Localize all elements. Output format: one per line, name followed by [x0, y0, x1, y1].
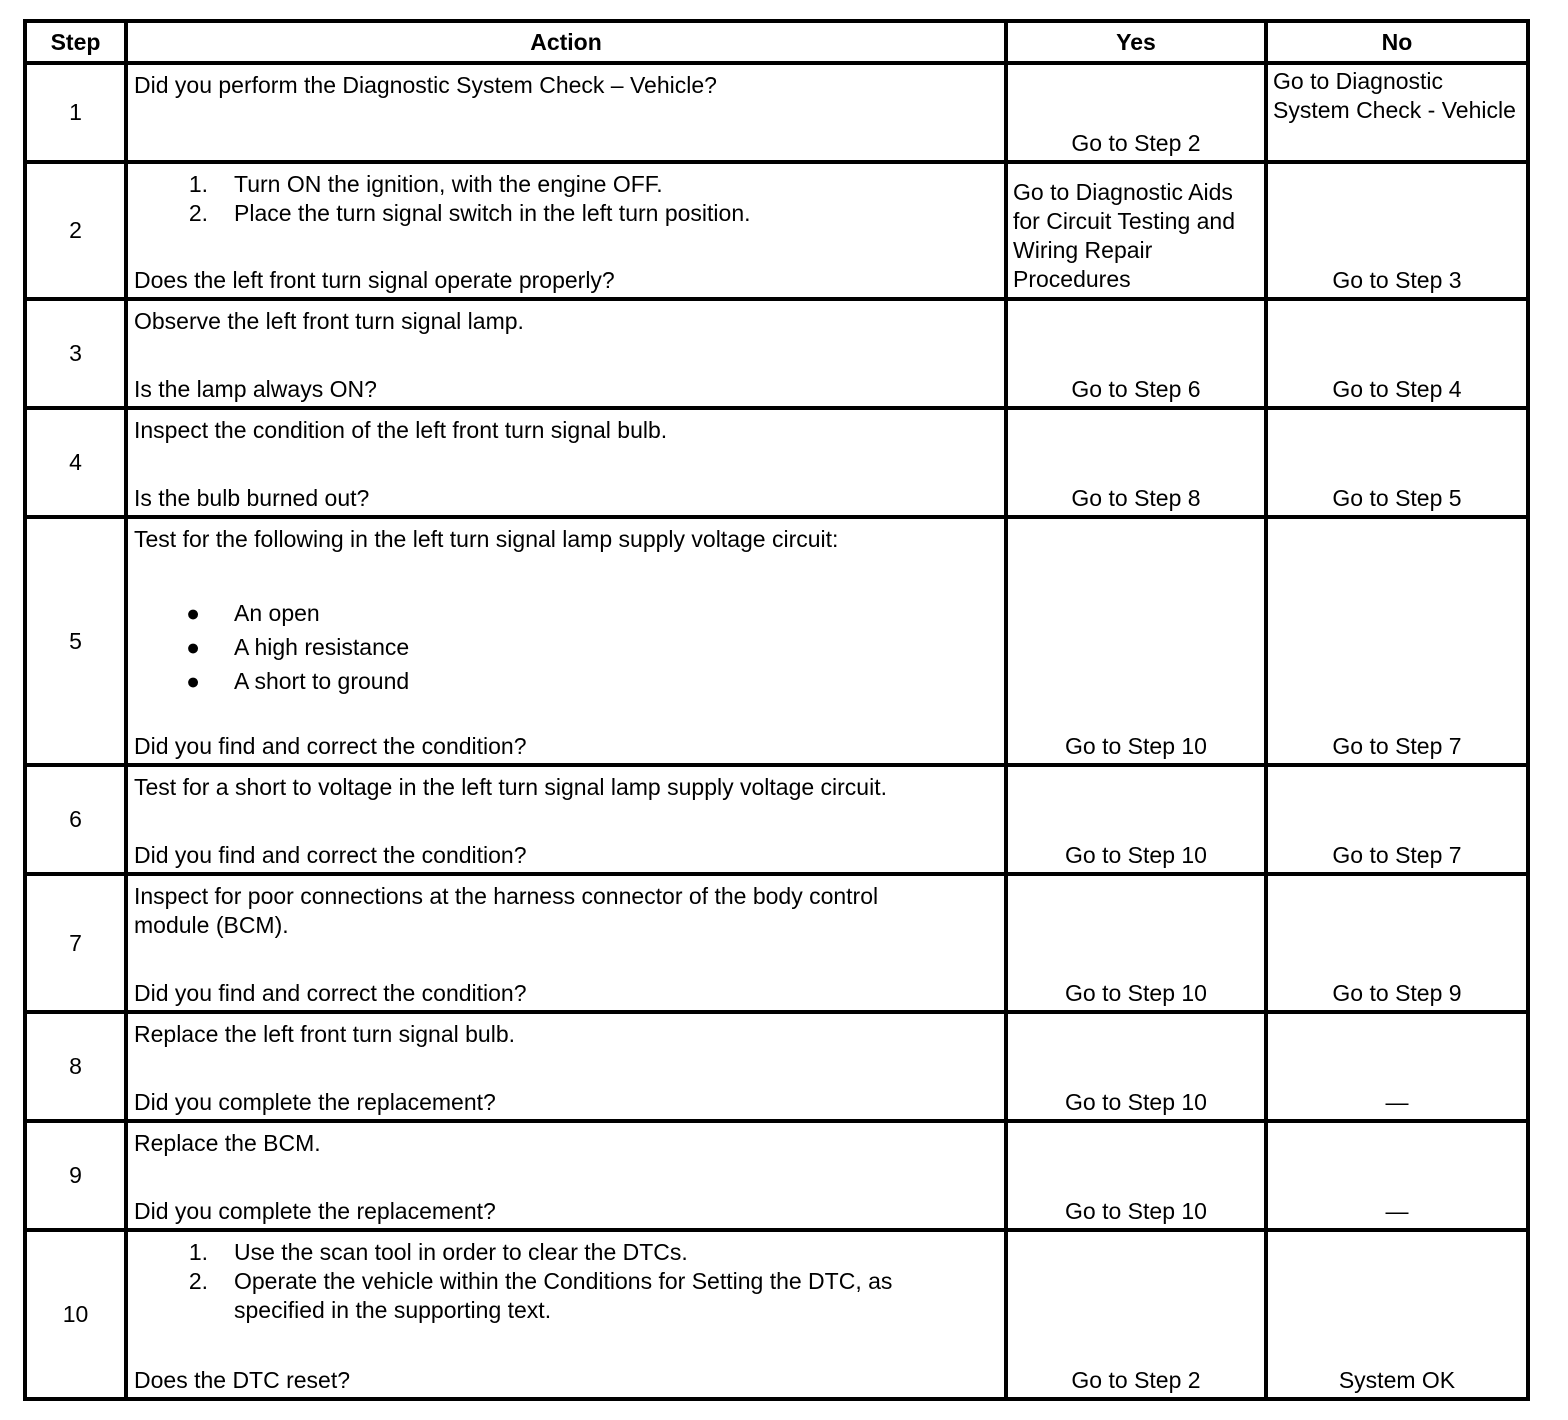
- yes-result: Go to Step 6: [1071, 376, 1201, 402]
- no-cell: [1266, 765, 1528, 874]
- no-cell: [1266, 1230, 1528, 1399]
- list-item: 2. Operate the vehicle within the Conditions for Setting the DTC, as specified in the supporting text.: [188, 1268, 893, 1323]
- yes-cell: [1006, 299, 1266, 408]
- action-text: Replace the left front turn signal bulb.: [134, 1021, 516, 1047]
- action-text: Inspect for poor connections at the harness connector of the body control module (BCM).: [134, 883, 879, 938]
- no-result: —: [1385, 1198, 1409, 1224]
- diagnostic-table: [23, 19, 1530, 1401]
- no-result: Go to Diagnostic System Check - Vehicle: [1273, 68, 1516, 123]
- yes-cell: [1006, 874, 1266, 1012]
- list-item: 1. Turn ON the ignition, with the engine OFF.: [188, 171, 663, 197]
- action-cell: [126, 408, 1006, 517]
- step-number: 6: [25, 765, 126, 874]
- action-cell: [126, 299, 1006, 408]
- table-row: [25, 517, 1528, 765]
- step-number: 10: [25, 1230, 126, 1399]
- action-text: Inspect the condition of the left front turn signal bulb.: [134, 417, 668, 443]
- header-no: No: [1266, 21, 1528, 63]
- table-row: [25, 299, 1528, 408]
- numbered-list: [134, 170, 998, 228]
- action-cell: [126, 1121, 1006, 1230]
- bullet-list: [134, 596, 998, 698]
- action-question: Did you find and correct the condition?: [134, 980, 527, 1006]
- yes-result: Go to Step 10: [1065, 980, 1207, 1006]
- action-question: Does the DTC reset?: [134, 1367, 351, 1393]
- yes-cell: [1006, 517, 1266, 765]
- yes-result: Go to Step 10: [1065, 733, 1207, 759]
- action-question: Is the lamp always ON?: [134, 376, 377, 402]
- header-action: Action: [126, 21, 1006, 63]
- yes-result: Go to Diagnostic Aids for Circuit Testing and Wiring Repair Procedures: [1013, 179, 1236, 292]
- yes-result: Go to Step 10: [1065, 1089, 1207, 1115]
- no-cell: [1266, 408, 1528, 517]
- list-item: 1. Use the scan tool in order to clear the DTCs.: [188, 1239, 688, 1265]
- table-row: [25, 765, 1528, 874]
- step-number: 3: [25, 299, 126, 408]
- no-result: Go to Step 7: [1332, 733, 1462, 759]
- header-step: Step: [25, 21, 126, 63]
- step-number: 1: [25, 63, 126, 162]
- table-header-row: [25, 21, 1528, 63]
- action-text: Test for the following in the left turn signal lamp supply voltage circuit:: [134, 526, 839, 552]
- step-number: 9: [25, 1121, 126, 1230]
- action-cell: [126, 1012, 1006, 1121]
- no-cell: [1266, 1012, 1528, 1121]
- action-text: Test for a short to voltage in the left turn signal lamp supply voltage circuit.: [134, 774, 887, 800]
- yes-result: Go to Step 10: [1065, 1198, 1207, 1224]
- yes-cell: [1006, 408, 1266, 517]
- step-number: 8: [25, 1012, 126, 1121]
- action-text: Observe the left front turn signal lamp.: [134, 308, 524, 334]
- step-number: 5: [25, 517, 126, 765]
- yes-result: Go to Step 2: [1071, 130, 1201, 156]
- action-question: Did you complete the replacement?: [134, 1089, 496, 1115]
- action-cell: [126, 874, 1006, 1012]
- action-question: Does the left front turn signal operate properly?: [134, 267, 615, 293]
- table-row: [25, 1230, 1528, 1399]
- step-number: 4: [25, 408, 126, 517]
- list-item: ● A high resistance: [134, 630, 998, 664]
- yes-cell: [1006, 1012, 1266, 1121]
- step-number: 7: [25, 874, 126, 1012]
- no-result: Go to Step 9: [1332, 980, 1462, 1006]
- list-item: ● An open: [134, 596, 998, 630]
- action-question: Is the bulb burned out?: [134, 485, 370, 511]
- yes-cell: [1006, 162, 1266, 299]
- no-result: Go to Step 5: [1332, 485, 1462, 511]
- yes-cell: [1006, 765, 1266, 874]
- yes-cell: [1006, 1121, 1266, 1230]
- no-cell: [1266, 162, 1528, 299]
- no-cell: [1266, 517, 1528, 765]
- no-result: Go to Step 4: [1332, 376, 1462, 402]
- table-row: [25, 1121, 1528, 1230]
- yes-result: Go to Step 10: [1065, 842, 1207, 868]
- list-item: 2. Place the turn signal switch in the left turn position.: [188, 200, 751, 226]
- step-number: 2: [25, 162, 126, 299]
- yes-result: Go to Step 8: [1071, 485, 1201, 511]
- no-result: Go to Step 7: [1332, 842, 1462, 868]
- bullet-icon: ●: [186, 600, 200, 626]
- yes-result: Go to Step 2: [1071, 1367, 1201, 1393]
- table-row: [25, 1012, 1528, 1121]
- no-cell: [1266, 1121, 1528, 1230]
- bullet-icon: ●: [186, 668, 200, 694]
- action-question: Did you complete the replacement?: [134, 1198, 496, 1224]
- table-row: [25, 162, 1528, 299]
- action-question: Did you find and correct the condition?: [134, 842, 527, 868]
- action-question: Did you find and correct the condition?: [134, 733, 527, 759]
- action-cell: [126, 162, 1006, 299]
- yes-cell: [1006, 1230, 1266, 1399]
- no-result: Go to Step 3: [1332, 267, 1462, 293]
- list-item: ● A short to ground: [134, 664, 998, 698]
- action-cell: [126, 517, 1006, 765]
- yes-cell: [1006, 63, 1266, 162]
- action-text: Did you perform the Diagnostic System Check – Vehicle?: [134, 72, 717, 98]
- table-row: [25, 408, 1528, 517]
- action-cell: [126, 1230, 1006, 1399]
- action-cell: [126, 63, 1006, 162]
- action-cell: [126, 765, 1006, 874]
- no-cell: [1266, 299, 1528, 408]
- bullet-icon: ●: [186, 634, 200, 660]
- header-yes: Yes: [1006, 21, 1266, 63]
- action-text: Replace the BCM.: [134, 1130, 321, 1156]
- numbered-list: [134, 1238, 998, 1325]
- table-row: [25, 874, 1528, 1012]
- no-result: —: [1385, 1089, 1409, 1115]
- table-row: [25, 63, 1528, 162]
- no-cell: [1266, 63, 1528, 162]
- no-result: System OK: [1338, 1367, 1456, 1393]
- no-cell: [1266, 874, 1528, 1012]
